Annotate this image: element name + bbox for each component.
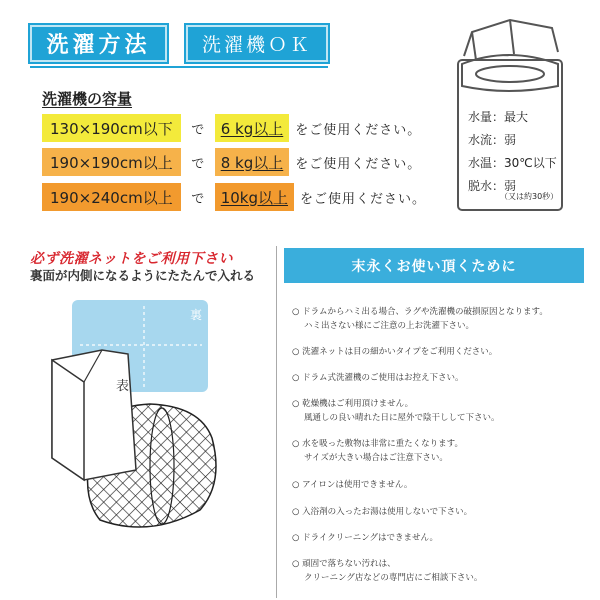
use-text: をご使用ください。 bbox=[300, 191, 427, 207]
de-particle: で bbox=[191, 191, 205, 207]
care-text: クリーニング店などの専門店にご相談下さい。 bbox=[304, 573, 483, 583]
folded-rug-in-net-illustration bbox=[40, 298, 270, 540]
rug-size-label: 130×190cm以下 bbox=[42, 114, 181, 142]
washing-machine-ok-tab: 洗濯機ＯＫ bbox=[186, 25, 328, 62]
water-level-text: 水量：最大 bbox=[468, 110, 529, 124]
capacity-title: 洗濯機の容量 bbox=[42, 90, 133, 108]
water-temp-text: 水温：30℃以下 bbox=[468, 156, 557, 170]
section-divider bbox=[276, 246, 277, 598]
header-underline bbox=[30, 66, 328, 68]
capacity-row bbox=[42, 183, 426, 211]
care-text: 風通しの良い晴れた日に屋外で陰干しして下さい。 bbox=[304, 413, 500, 423]
spin-note: （又は約30秒） bbox=[500, 192, 559, 201]
care-item bbox=[292, 345, 592, 359]
care-item bbox=[292, 305, 592, 333]
water-flow-text: 水流：弱 bbox=[468, 133, 517, 147]
care-text: ○ 水を吸った敷物は非常に重たくなります。 bbox=[292, 439, 463, 449]
rug-size-label: 190×190cm以上 bbox=[42, 148, 181, 176]
care-item bbox=[292, 505, 592, 519]
care-text: ○ 洗濯ネットは目の細かいタイプをご利用ください。 bbox=[292, 347, 498, 357]
care-item bbox=[292, 371, 592, 385]
spin-text: 脱水：弱 bbox=[468, 179, 517, 193]
net-title: 必ず洗濯ネットをご利用下さい bbox=[30, 251, 233, 267]
care-text: ハミ出さない様にご注意の上お洗濯下さい。 bbox=[304, 321, 475, 331]
de-particle: で bbox=[191, 156, 205, 172]
care-item bbox=[292, 557, 592, 585]
care-text: ○ 入浴剤の入ったお湯は使用しないで下さい。 bbox=[292, 507, 473, 517]
washing-method-tab: 洗濯方法 bbox=[30, 25, 167, 62]
de-particle: で bbox=[191, 122, 205, 138]
care-text: ○ ドラム式洗濯機のご使用はお控え下さい。 bbox=[292, 373, 464, 383]
capacity-row bbox=[42, 148, 421, 176]
care-text: ○ ドライクリーニングはできません。 bbox=[292, 533, 439, 543]
machine-capacity-label: 6 kg以上 bbox=[215, 114, 290, 142]
care-item bbox=[292, 478, 592, 492]
use-text: をご使用ください。 bbox=[295, 156, 422, 172]
use-text: をご使用ください。 bbox=[295, 122, 422, 138]
care-text: ○ 乾燥機はご利用頂けません。 bbox=[292, 399, 414, 409]
care-text: サイズが大きい場合はご注意下さい。 bbox=[304, 453, 448, 463]
net-subtitle: 裏面が内側になるようにたたんで入れる bbox=[30, 268, 256, 283]
back-label: 裏 bbox=[190, 308, 203, 322]
care-text: ○ アイロンは使用できません。 bbox=[292, 480, 413, 490]
care-item bbox=[292, 397, 592, 425]
machine-capacity-label: 8 kg以上 bbox=[215, 148, 290, 176]
machine-capacity-label: 10kg以上 bbox=[215, 183, 294, 211]
care-heading: 末永くお使い頂くために bbox=[284, 248, 584, 283]
care-item bbox=[292, 437, 592, 465]
care-text: ○ ドラムからハミ出る場合、ラグや洗濯機の破損原因となります。 bbox=[292, 307, 548, 317]
front-label: 表 bbox=[116, 379, 130, 394]
rug-size-label: 190×240cm以上 bbox=[42, 183, 181, 211]
care-item bbox=[292, 531, 592, 545]
capacity-row bbox=[42, 114, 421, 142]
care-text: ○ 頑固で落ちない汚れは、 bbox=[292, 559, 396, 569]
